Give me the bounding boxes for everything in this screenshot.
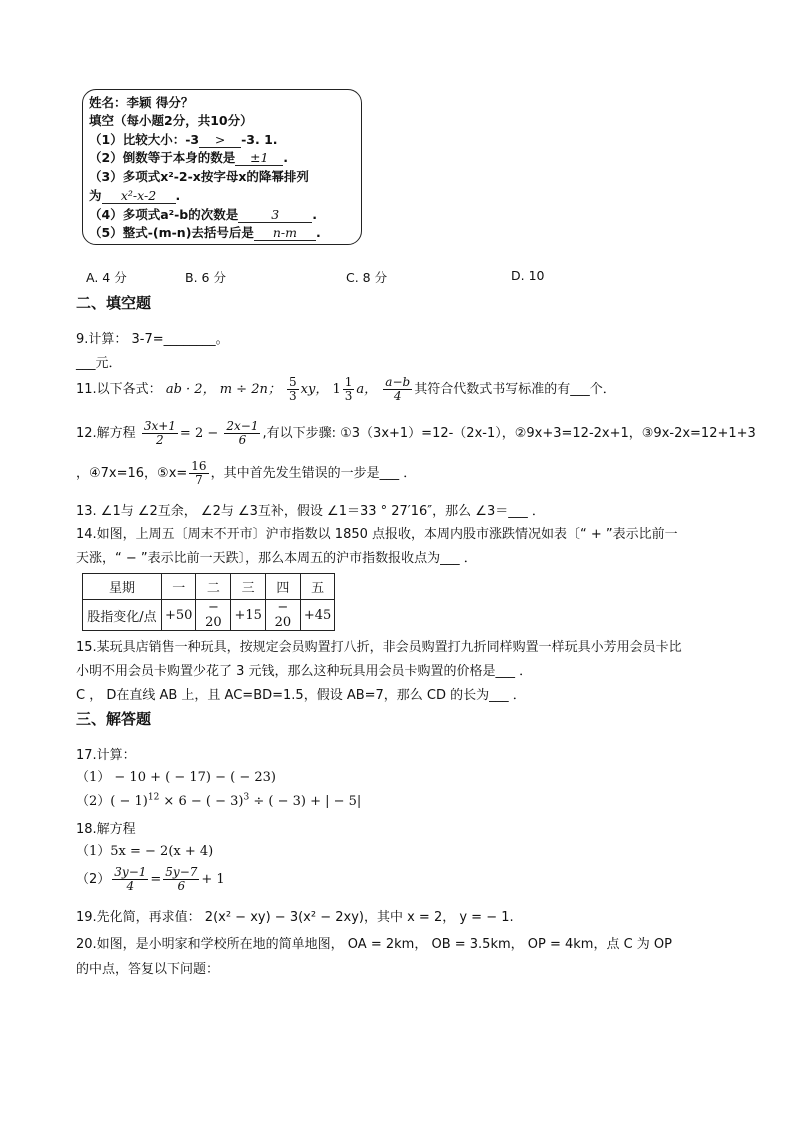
fraction: $\frac{1}{3}$ (344, 375, 353, 403)
fraction: $\frac{3y-1}{4}$ (114, 865, 147, 893)
question-16: C ， D在直线 AB 上，且 AC=BD=1.5，假设 AB=7，那么 CD 的长为___ ． (76, 688, 526, 703)
fraction: $\frac{2x-1}{6}$ (226, 419, 259, 447)
card-answer-3: x²-x-2 (102, 188, 176, 204)
card-line-title: 填空（每小题2分，共10分） (89, 113, 253, 128)
question-18-2: （2） $\frac{3y-1}{4}$ = $\frac{5y-7}{6}$ + 1 (76, 865, 225, 893)
question-12: 12.解方程 $\frac{3x+1}{2}$ = 2 − $\frac{2x-1}{6}$ ,有以下步骤: ①3（3x+1）=12-（2x-1），②9x+3=12-2x+1，③9x-2x=12+1+3 (76, 419, 756, 447)
section-solve: 三、解答题 (76, 710, 152, 728)
card-line-2: （2）倒数等于本身的数是 ±1 . (89, 150, 288, 165)
question-17-1: （1） − 10 + ( − 17) − ( − 23) (76, 770, 276, 785)
question-12-cont: ，④7x=16，⑤x= $\frac{16}{7}$ ，其中首先发生错误的一步是___ ． (76, 459, 417, 487)
choice-b: B. 6 分 (185, 270, 226, 285)
question-20-line2: 的中点，答复以下问题： (76, 962, 220, 977)
question-18-1: （1）5x = − 2(x + 4) (76, 844, 214, 859)
section-fill-blank: 二、填空题 (76, 294, 152, 312)
question-11: 11.以下各式： ab · 2， m ÷ 2n； $\frac{5}{3}$ xy， 1 $\frac{1}{3}$ a， $\frac{a-b}{4}$ 其符合代数式书写标准的有___个． (76, 375, 616, 403)
question-17-2: $(2)( - 1)^{12} \times 6$ − ( − 3)$^3$ ÷ ( − 3) + | − 5| (76, 792, 362, 809)
fraction: $\frac{16}{7}$ (191, 459, 207, 487)
fraction: $\frac{3x+1}{2}$ (143, 419, 176, 447)
card-line-5: （5）整式-(m-n)去括号后是 n-m . (89, 225, 321, 240)
question-14-line1: 14.如图，上周五〔周末不开市〕沪市指数以 1850 点报收，本周内股市涨跌情况如表〔“ + ”表示比前一 (76, 527, 678, 542)
question-14-line2: 天涨，“ − ”表示比前一天跌〕，那么本周五的沪市指数报收点为___ ． (76, 551, 477, 566)
question-18: 18.解方程 (76, 822, 136, 837)
card-line-3: （3）多项式x²-2-x按字母x的降幂排列 (89, 169, 309, 184)
question-15-line2: 小明不用会员卡购置少花了 3 元钱，那么这种玩具用会员卡购置的价格是___ ． (76, 664, 533, 679)
choice-a: A. 4 分 (86, 270, 127, 285)
question-17: 17.计算： (76, 748, 136, 763)
question-9: 9.计算： 3-7=________。 (76, 332, 229, 347)
table-row: 星期 一 二 三 四 五 (83, 574, 335, 600)
fraction: $\frac{a-b}{4}$ (385, 375, 411, 403)
card-line-1: （1）比较大小：-3 > -3. 1. (89, 132, 278, 147)
card-answer-2: ±1 (235, 150, 283, 166)
card-answer-4: 3 (238, 207, 312, 223)
answer-card (82, 89, 362, 245)
fraction: $\frac{5y-7}{6}$ (165, 865, 198, 893)
card-line-4: （4）多项式a²-b的次数是 3 . (89, 207, 317, 222)
question-10: ___元． (76, 356, 122, 371)
choice-c: C. 8 分 (346, 270, 388, 285)
question-13: 13. ∠1与 ∠2互余， ∠2与 ∠3互补，假设 ∠1＝33 ° 27′16″，那么 ∠3＝___ ． (76, 504, 545, 519)
stock-table (82, 573, 335, 631)
card-line-3b: 为 x²-x-2 . (89, 188, 181, 203)
choice-d: D. 10 (511, 268, 545, 283)
question-15-line1: 15.某玩具店销售一种玩具，按规定会员购置打八折，非会员购置打九折同样购置一样玩具小芳用会员卡比 (76, 640, 682, 655)
card-line-name: 姓名：李颖 得分？ (89, 95, 194, 110)
card-answer-5: n-m (254, 225, 316, 241)
question-19: 19.先化简，再求值： 2(x² − xy) − 3(x² − 2xy)，其中 x = 2， y = − 1. (76, 910, 514, 925)
question-20-line1: 20.如图，是小明家和学校所在地的简单地图， OA = 2km， OB = 3.5km， OP = 4km，点 C 为 OP (76, 937, 673, 952)
table-row: 股指变化/点 +50 − 20 +15 − 20 +45 (83, 600, 335, 631)
fraction: $\frac{5}{3}$ (289, 375, 297, 403)
card-answer-1: > (199, 132, 241, 148)
